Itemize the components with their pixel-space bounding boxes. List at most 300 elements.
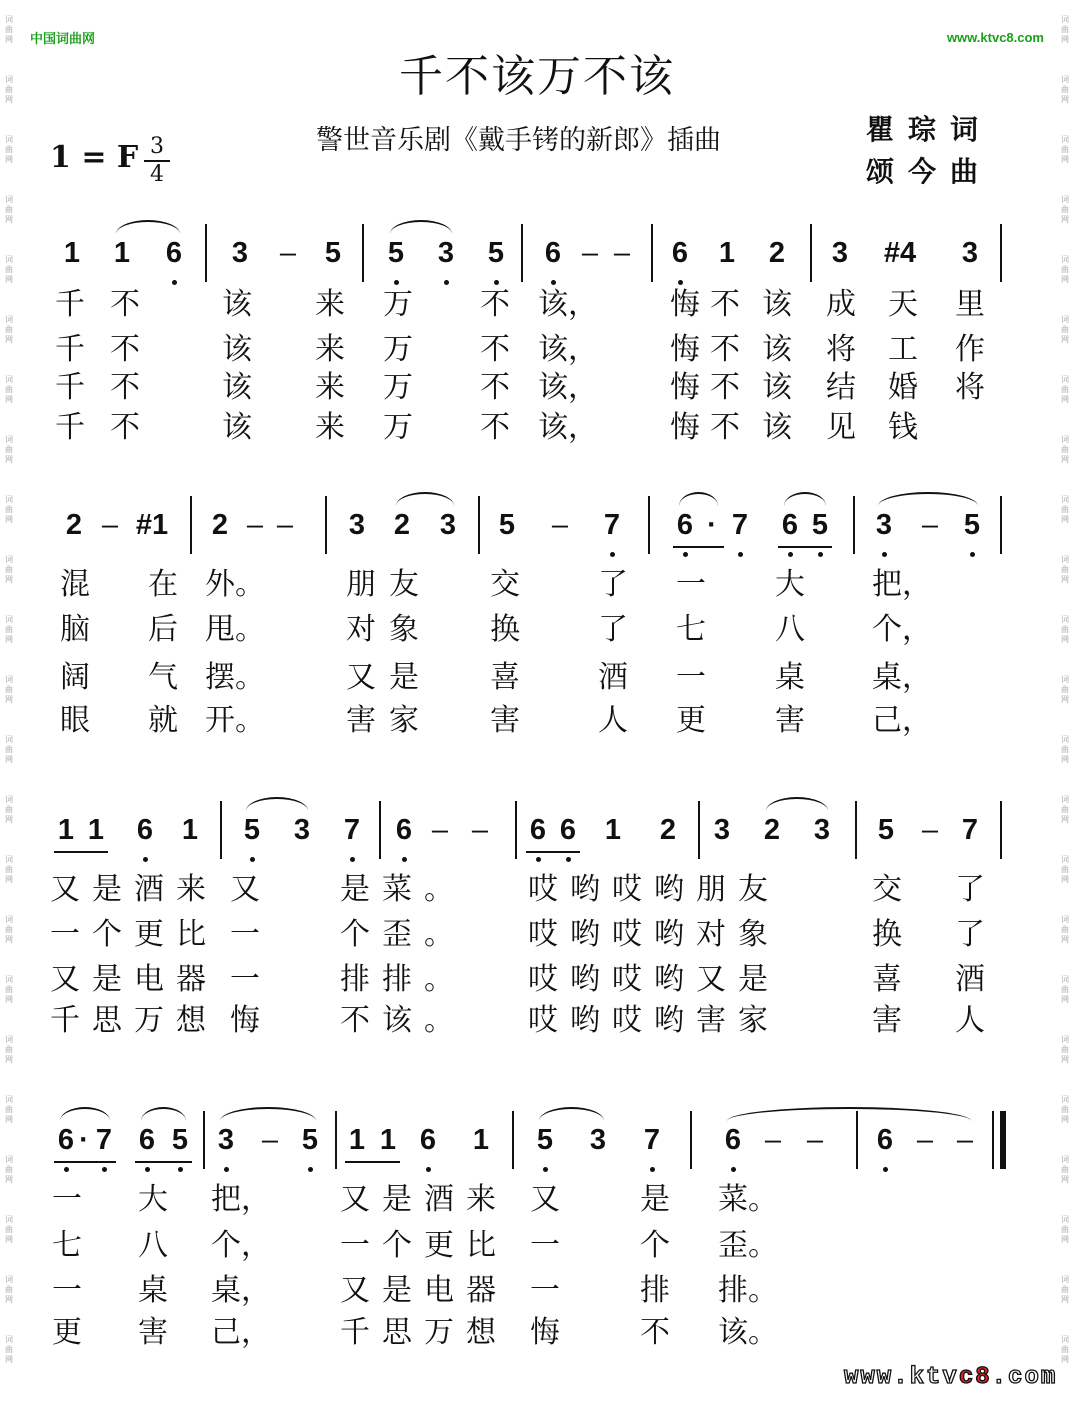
note: ·	[707, 509, 717, 541]
watermark-group	[2, 240, 16, 300]
octave-dot	[683, 552, 688, 557]
watermark-group	[2, 1260, 16, 1320]
lyric-syllable: 朋	[346, 567, 376, 602]
lyric-syllable: 该，	[538, 410, 598, 445]
watermark-char: 曲	[1061, 1045, 1069, 1054]
lyric-syllable: 个	[640, 1228, 670, 1263]
lyric-syllable: 是菜。	[340, 872, 466, 907]
lyric-syllable: 害	[490, 703, 520, 738]
watermark-char: 网	[1061, 1355, 1069, 1364]
octave-dot	[426, 1167, 431, 1172]
bar-line	[521, 224, 523, 282]
watermark-group	[2, 360, 16, 420]
lyric-syllable: 来	[315, 332, 345, 367]
lyric-syllable: 在	[148, 567, 178, 602]
watermark-group	[2, 1200, 16, 1260]
lyric-syllable: 家	[389, 703, 419, 738]
lyric-syllable: 桌，	[211, 1273, 271, 1308]
watermark-char: 词	[5, 615, 13, 624]
watermark-char: 曲	[1061, 805, 1069, 814]
octave-dot	[883, 1167, 888, 1172]
note: 5	[877, 814, 895, 846]
watermark-char: 词	[1061, 255, 1069, 264]
lyric-syllable: 不	[110, 410, 140, 445]
octave-dot	[738, 552, 743, 557]
watermark-char: 词	[5, 135, 13, 144]
watermark-char: 曲	[1061, 685, 1069, 694]
lyric-syllable: 桌，	[872, 660, 932, 695]
slur	[784, 492, 826, 506]
lyric-syllable: 千	[55, 287, 85, 322]
watermark-char: 网	[1061, 275, 1069, 284]
side-watermark-right	[1058, 0, 1072, 1415]
note: 6	[876, 1124, 894, 1156]
watermark-char: 网	[5, 815, 13, 824]
key-signature: 1 = F	[50, 140, 139, 175]
watermark-char: 网	[5, 1115, 13, 1124]
lyric-syllable: 该	[222, 287, 252, 322]
note: 3	[231, 237, 249, 269]
lyric-syllable: 摆。	[205, 660, 265, 695]
watermark-char: 词	[1061, 375, 1069, 384]
bar-line	[379, 801, 381, 859]
note: 6	[781, 509, 799, 541]
hold-dash: –	[471, 814, 489, 846]
watermark-char: 词	[5, 1035, 13, 1044]
note: 6	[419, 1124, 437, 1156]
lyric-syllable: 该	[762, 410, 792, 445]
watermark-char: 词	[1061, 195, 1069, 204]
site-name[interactable]: 中国词曲网	[30, 32, 96, 47]
watermark-char: 网	[1061, 1115, 1069, 1124]
watermark-group	[2, 960, 16, 1020]
lyric-syllable: 万	[383, 332, 413, 367]
note: 5	[324, 237, 342, 269]
note: 1	[113, 237, 131, 269]
watermark-char: 词	[1061, 975, 1069, 984]
octave-dot	[102, 1167, 107, 1172]
lyric-syllable: 千思万想	[340, 1315, 508, 1350]
bar-line	[1000, 496, 1002, 554]
note: 7	[643, 1124, 661, 1156]
watermark-char: 词	[1061, 615, 1069, 624]
watermark-char: 网	[5, 1175, 13, 1184]
lyric-syllable: 害	[775, 703, 805, 738]
watermark-char: 曲	[5, 1045, 13, 1054]
lyric-syllable: 哎哟哎哟害家	[528, 1003, 780, 1038]
watermark-group	[2, 840, 16, 900]
octave-dot	[610, 552, 615, 557]
watermark-char: 词	[1061, 1335, 1069, 1344]
lyric-syllable: 又是酒来	[340, 1182, 508, 1217]
watermark-char: 曲	[5, 505, 13, 514]
watermark-char: 曲	[5, 1225, 13, 1234]
watermark-char: 词	[5, 75, 13, 84]
bar-line	[205, 224, 207, 282]
lyric-syllable: 一	[530, 1273, 560, 1308]
lyric-syllable: 七	[676, 612, 706, 647]
note: 6	[395, 814, 413, 846]
slur	[141, 1107, 186, 1121]
lyric-syllable: 悔	[530, 1315, 560, 1350]
watermark-group	[2, 300, 16, 360]
watermark-char: 词	[5, 1215, 13, 1224]
side-watermark-left	[2, 0, 16, 1415]
lyric-syllable: 对	[346, 612, 376, 647]
lyric-syllable: 害	[138, 1315, 168, 1350]
watermark-char: 曲	[5, 25, 13, 34]
lyric-syllable: 钱	[888, 410, 918, 445]
lyric-syllable: 悔	[670, 370, 700, 405]
watermark-char: 曲	[5, 385, 13, 394]
note: 5	[301, 1124, 319, 1156]
lyric-syllable: 气	[148, 660, 178, 695]
octave-dot	[224, 1167, 229, 1172]
lyric-syllable: 该	[762, 332, 792, 367]
watermark-group	[1058, 1260, 1072, 1320]
hold-dash: –	[613, 237, 631, 269]
note: 1	[379, 1124, 397, 1156]
watermark-char: 词	[1061, 555, 1069, 564]
watermark-char: 曲	[5, 685, 13, 694]
watermark-char: 曲	[5, 205, 13, 214]
watermark-char: 曲	[5, 85, 13, 94]
watermark-char: 网	[1061, 35, 1069, 44]
bar-line	[362, 224, 364, 282]
note: 6	[724, 1124, 742, 1156]
watermark-char: 曲	[5, 325, 13, 334]
watermark-char: 词	[1061, 1035, 1069, 1044]
lyric-syllable: 交	[490, 567, 520, 602]
watermark-char: 曲	[1061, 565, 1069, 574]
watermark-group	[1058, 600, 1072, 660]
time-signature	[140, 134, 174, 188]
lyric-syllable: 一	[676, 567, 706, 602]
lyric-syllable: 见	[826, 410, 856, 445]
lyric-syllable: 来	[315, 287, 345, 322]
slur	[246, 797, 308, 811]
watermark-char: 曲	[5, 265, 13, 274]
note: 3	[439, 509, 457, 541]
octave-dot	[494, 280, 499, 285]
lyric-syllable: 不该。	[340, 1003, 466, 1038]
brand-suffix: .com	[991, 1364, 1058, 1391]
hold-dash: –	[101, 509, 119, 541]
watermark-char: 网	[1061, 1055, 1069, 1064]
watermark-char: 网	[5, 335, 13, 344]
brand-logo[interactable]	[844, 1364, 1057, 1391]
watermark-char: 曲	[1061, 205, 1069, 214]
lyric-syllable: 排排。	[340, 962, 466, 997]
watermark-group	[2, 1320, 16, 1380]
watermark-char: 网	[5, 395, 13, 404]
watermark-char: 曲	[5, 1345, 13, 1354]
lyric-syllable: 排	[640, 1273, 670, 1308]
note: 3	[293, 814, 311, 846]
note: 6	[165, 237, 183, 269]
lyric-syllable: 不	[480, 332, 510, 367]
lyric-syllable: 不	[110, 287, 140, 322]
lyric-syllable: 酒	[955, 962, 985, 997]
note: 6	[559, 814, 577, 846]
watermark-char: 网	[5, 575, 13, 584]
lyric-syllable: 后	[148, 612, 178, 647]
slur	[220, 1107, 316, 1121]
watermark-group	[2, 420, 16, 480]
watermark-group	[2, 120, 16, 180]
watermark-group	[1058, 840, 1072, 900]
watermark-char: 曲	[1061, 1345, 1069, 1354]
watermark-group	[1058, 660, 1072, 720]
note: 1	[63, 237, 81, 269]
lyric-syllable: 天	[888, 287, 918, 322]
note: 3	[437, 237, 455, 269]
lyric-syllable: 桌	[775, 660, 805, 695]
lyric-syllable: 又是酒来	[50, 872, 218, 907]
bar-line	[992, 1111, 994, 1169]
note: 6	[676, 509, 694, 541]
slur	[390, 220, 452, 234]
note: 3	[713, 814, 731, 846]
lyric-syllable: 甩。	[205, 612, 265, 647]
note: 7	[731, 509, 749, 541]
note: 6	[529, 814, 547, 846]
watermark-group	[1058, 420, 1072, 480]
note: #1	[135, 509, 169, 541]
watermark-group	[2, 1020, 16, 1080]
octave-dot	[250, 857, 255, 862]
lyric-syllable: 阔	[60, 660, 90, 695]
watermark-char: 词	[5, 1095, 13, 1104]
watermark-group	[1058, 240, 1072, 300]
watermark-char: 词	[5, 915, 13, 924]
lyric-syllable: 八	[775, 612, 805, 647]
note: 1	[718, 237, 736, 269]
bar-line	[648, 496, 650, 554]
hold-dash: –	[581, 237, 599, 269]
lyric-syllable: 大	[138, 1182, 168, 1217]
lyric-syllable: 不	[110, 370, 140, 405]
lyric-syllable: 哎哟哎哟又是	[528, 962, 780, 997]
octave-dot	[970, 552, 975, 557]
lyric-syllable: 酒	[598, 660, 628, 695]
note: 5	[498, 509, 516, 541]
watermark-char: 网	[1061, 1235, 1069, 1244]
watermark-char: 词	[1061, 495, 1069, 504]
octave-dot	[678, 280, 683, 285]
watermark-char: 网	[5, 515, 13, 524]
watermark-group	[2, 720, 16, 780]
lyric-syllable: 悔	[670, 287, 700, 322]
watermark-char: 曲	[5, 985, 13, 994]
octave-dot	[308, 1167, 313, 1172]
slur	[396, 492, 454, 506]
lyric-syllable: 不	[110, 332, 140, 367]
note: 2	[763, 814, 781, 846]
watermark-char: 网	[1061, 335, 1069, 344]
watermark-char: 曲	[5, 445, 13, 454]
watermark-char: 曲	[5, 1105, 13, 1114]
bar-line	[690, 1111, 692, 1169]
watermark-char: 词	[5, 735, 13, 744]
lyric-syllable: 是	[640, 1182, 670, 1217]
note: 5	[243, 814, 261, 846]
watermark-char: 网	[5, 95, 13, 104]
hold-dash: –	[921, 509, 939, 541]
lyric-syllable: 把，	[211, 1182, 271, 1217]
watermark-group	[2, 540, 16, 600]
bar-line	[1000, 224, 1002, 282]
watermark-group	[2, 660, 16, 720]
lyric-syllable: 开。	[205, 703, 265, 738]
lyric-syllable: 换	[872, 917, 902, 952]
watermark-group	[2, 600, 16, 660]
octave-dot	[650, 1167, 655, 1172]
watermark-group	[1058, 1080, 1072, 1140]
bar-line	[810, 224, 812, 282]
watermark-char: 词	[5, 975, 13, 984]
beam-line	[778, 546, 832, 548]
time-sig-top: 3	[150, 134, 164, 159]
lyric-syllable: 是	[389, 660, 419, 695]
lyric-syllable: 脑	[60, 612, 90, 647]
watermark-char: 网	[1061, 455, 1069, 464]
watermark-group	[1058, 360, 1072, 420]
octave-dot	[350, 857, 355, 862]
watermark-char: 词	[5, 435, 13, 444]
lyric-syllable: 歪。	[718, 1228, 778, 1263]
lyric-syllable: 又	[346, 660, 376, 695]
watermark-char: 网	[1061, 1295, 1069, 1304]
lyric-syllable: 千	[55, 332, 85, 367]
note: 3	[831, 237, 849, 269]
hold-dash: –	[261, 1124, 279, 1156]
octave-dot	[566, 857, 571, 862]
lyric-syllable: 害	[872, 1003, 902, 1038]
slur	[679, 492, 718, 506]
lyric-syllable: 悔	[230, 1003, 260, 1038]
watermark-char: 网	[5, 455, 13, 464]
beam-line	[54, 851, 108, 853]
bar-line	[203, 1111, 205, 1169]
watermark-char: 词	[5, 15, 13, 24]
lyric-syllable: 一	[52, 1182, 82, 1217]
watermark-char: 网	[1061, 695, 1069, 704]
hold-dash: –	[551, 509, 569, 541]
note: #4	[883, 237, 917, 269]
lyric-syllable: 了	[955, 917, 985, 952]
note: 5	[811, 509, 829, 541]
watermark-char: 曲	[1061, 1105, 1069, 1114]
note: 3	[348, 509, 366, 541]
watermark-char: 网	[5, 935, 13, 944]
watermark-group	[1058, 300, 1072, 360]
lyric-syllable: 菜。	[718, 1182, 778, 1217]
lyric-syllable: 喜	[490, 660, 520, 695]
watermark-char: 曲	[1061, 85, 1069, 94]
watermark-group	[1058, 1320, 1072, 1380]
beam-line	[345, 1161, 400, 1163]
lyric-syllable: 个，	[872, 612, 932, 647]
watermark-group	[2, 480, 16, 540]
hold-dash: –	[916, 1124, 934, 1156]
watermark-group	[2, 1080, 16, 1140]
bar-line	[1000, 801, 1002, 859]
lyric-syllable: 又是电器	[340, 1273, 508, 1308]
hold-dash: –	[806, 1124, 824, 1156]
watermark-char: 曲	[5, 805, 13, 814]
lyric-syllable: 来	[315, 370, 345, 405]
octave-dot	[543, 1167, 548, 1172]
watermark-char: 曲	[1061, 265, 1069, 274]
watermark-group	[2, 780, 16, 840]
site-url[interactable]: www.ktvc8.com	[946, 30, 1044, 45]
lyric-syllable: 千思万想	[50, 1003, 218, 1038]
song-subtitle: 警世音乐剧《戴手铐的新郎》插曲	[316, 125, 721, 156]
lyric-syllable: 不	[710, 410, 740, 445]
time-sig-bottom: 4	[150, 162, 164, 187]
watermark-group	[2, 1140, 16, 1200]
lyric-syllable: 该，	[538, 332, 598, 367]
note: ·	[79, 1124, 89, 1156]
watermark-char: 词	[5, 855, 13, 864]
bar-line	[512, 1111, 514, 1169]
song-title: 千不该万不该	[399, 51, 675, 102]
bar-line	[698, 801, 700, 859]
note: 7	[95, 1124, 113, 1156]
watermark-char: 曲	[1061, 1165, 1069, 1174]
lyric-syllable: 人	[598, 703, 628, 738]
watermark-char: 网	[1061, 995, 1069, 1004]
lyric-syllable: 友	[389, 567, 419, 602]
lyric-syllable: 一个更比	[340, 1228, 508, 1263]
watermark-char: 词	[5, 315, 13, 324]
watermark-char: 词	[5, 495, 13, 504]
octave-dot	[536, 857, 541, 862]
watermark-char: 曲	[5, 565, 13, 574]
octave-dot	[551, 280, 556, 285]
watermark-char: 曲	[1061, 505, 1069, 514]
watermark-char: 网	[1061, 755, 1069, 764]
slur	[766, 797, 828, 811]
octave-dot	[444, 280, 449, 285]
hold-dash: –	[279, 237, 297, 269]
watermark-char: 曲	[5, 1285, 13, 1294]
lyric-syllable: 婚	[888, 370, 918, 405]
watermark-char: 曲	[1061, 145, 1069, 154]
beam-line	[135, 1161, 192, 1163]
watermark-char: 词	[1061, 315, 1069, 324]
watermark-char: 网	[1061, 155, 1069, 164]
watermark-char: 网	[1061, 935, 1069, 944]
octave-dot	[172, 280, 177, 285]
watermark-group	[1058, 480, 1072, 540]
lyric-syllable: 又	[530, 1182, 560, 1217]
watermark-char: 词	[1061, 75, 1069, 84]
watermark-char: 词	[5, 375, 13, 384]
lyric-syllable: 千	[55, 410, 85, 445]
bar-line	[190, 496, 192, 554]
octave-dot	[818, 552, 823, 557]
brand-prefix: www.ktv	[844, 1364, 959, 1391]
lyric-syllable: 不	[480, 287, 510, 322]
watermark-char: 词	[1061, 15, 1069, 24]
note: 2	[768, 237, 786, 269]
lyric-syllable: 作	[955, 332, 985, 367]
bar-line	[855, 801, 857, 859]
lyric-syllable: 将	[826, 332, 856, 367]
lyric-syllable: 不	[480, 370, 510, 405]
